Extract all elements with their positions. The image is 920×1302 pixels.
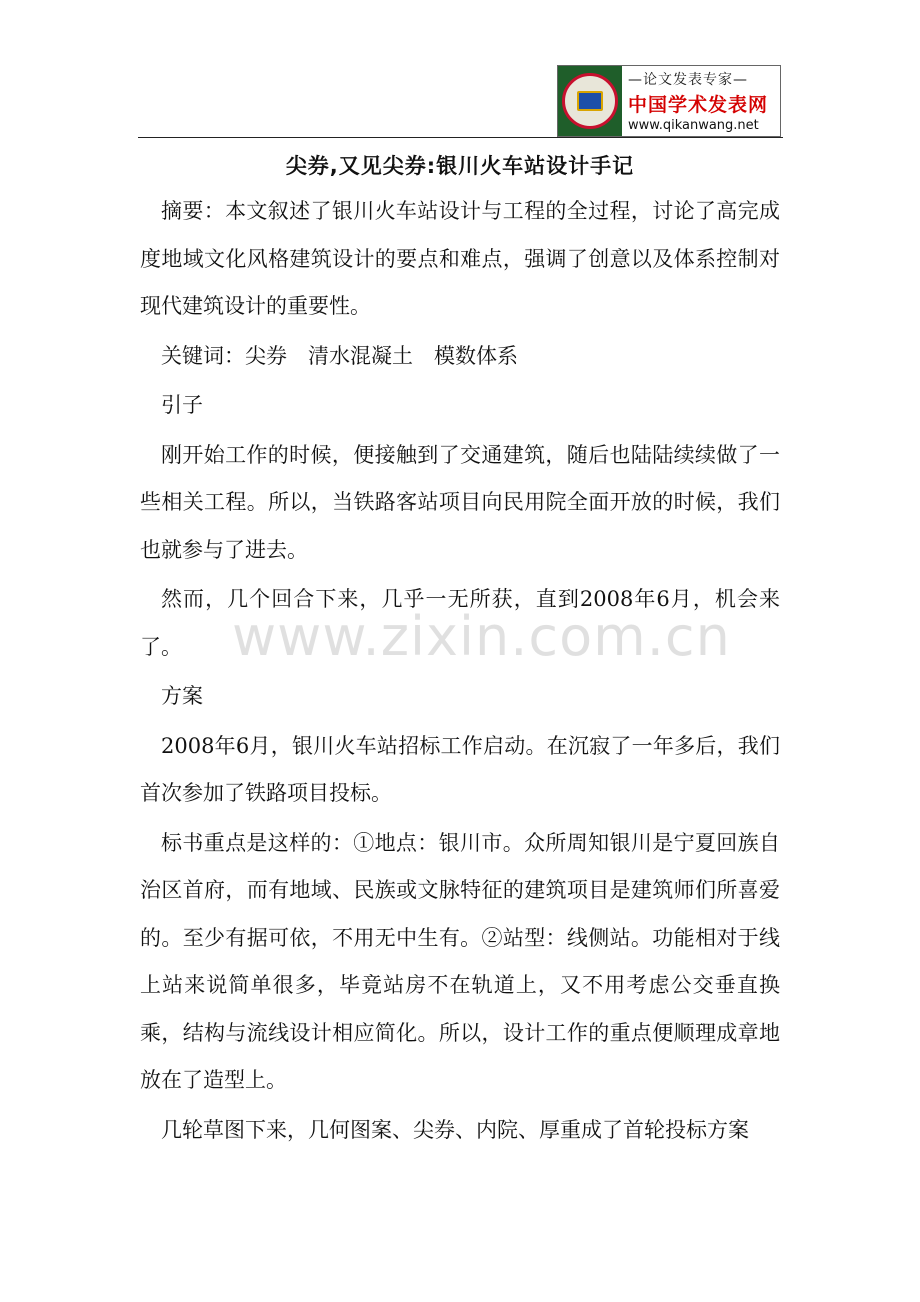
site-logo [557,65,781,137]
brand-name: 中国学术发表网 [628,94,769,116]
seal-emblem-icon [558,66,622,136]
keywords-paragraph: 关键词：尖券 清水混凝土 模数体系 [161,343,518,368]
watermark: www.zixin.com.cn [232,605,731,668]
body-paragraph: 刚开始工作的时候，便接触到了交通建筑，随后也陆陆续续做了一些相关工程。所以，当铁路客站项目向民用院全面开放的时候，我们也就参与了进去。 [140,442,780,562]
seal-ring [562,73,618,129]
brand-url: www.qikanwang.net [628,118,759,133]
brand-slogan: —论文发表专家— [628,72,748,88]
body-paragraph: 几轮草图下来，几何图案、尖券、内院、厚重成了首轮投标方案 [161,1117,749,1142]
document-title: 尖券,又见尖券:银川火车站设计手记 [285,154,635,178]
body-paragraph: 2008年6月，银川火车站招标工作启动。在沉寂了一年多后，我们首次参加了铁路项目投标。 [140,733,780,805]
brand-text [622,66,780,136]
section-heading-scheme: 方案 [161,684,203,708]
book-icon [577,91,603,111]
header-divider [138,137,783,138]
abstract-paragraph: 摘要：本文叙述了银川火车站设计与工程的全过程，讨论了高完成度地域文化风格建筑设计的要点和难点，强调了创意以及体系控制对现代建筑设计的重要性。 [140,199,780,318]
body-paragraph: 标书重点是这样的：①地点：银川市。众所周知银川是宁夏回族自治区首府，而有地域、民族或文脉特征的建筑项目是建筑师们所喜爱的。至少有据可依，不用无中生有。②站型：线侧站。功能相对于线上站来说简单很多，毕竟站房不在轨道上，又不用考虑公交垂直换乘，结构与流线设计相应简化。所以，设计工作的重点便顺理成章地放在了造型上。 [140,830,780,1092]
body-paragraph: 然而，几个回合下来，几乎一无所获，直到2008年6月，机会来了。 [140,587,780,659]
document-body [140,188,780,1156]
section-heading-intro: 引子 [161,393,203,417]
